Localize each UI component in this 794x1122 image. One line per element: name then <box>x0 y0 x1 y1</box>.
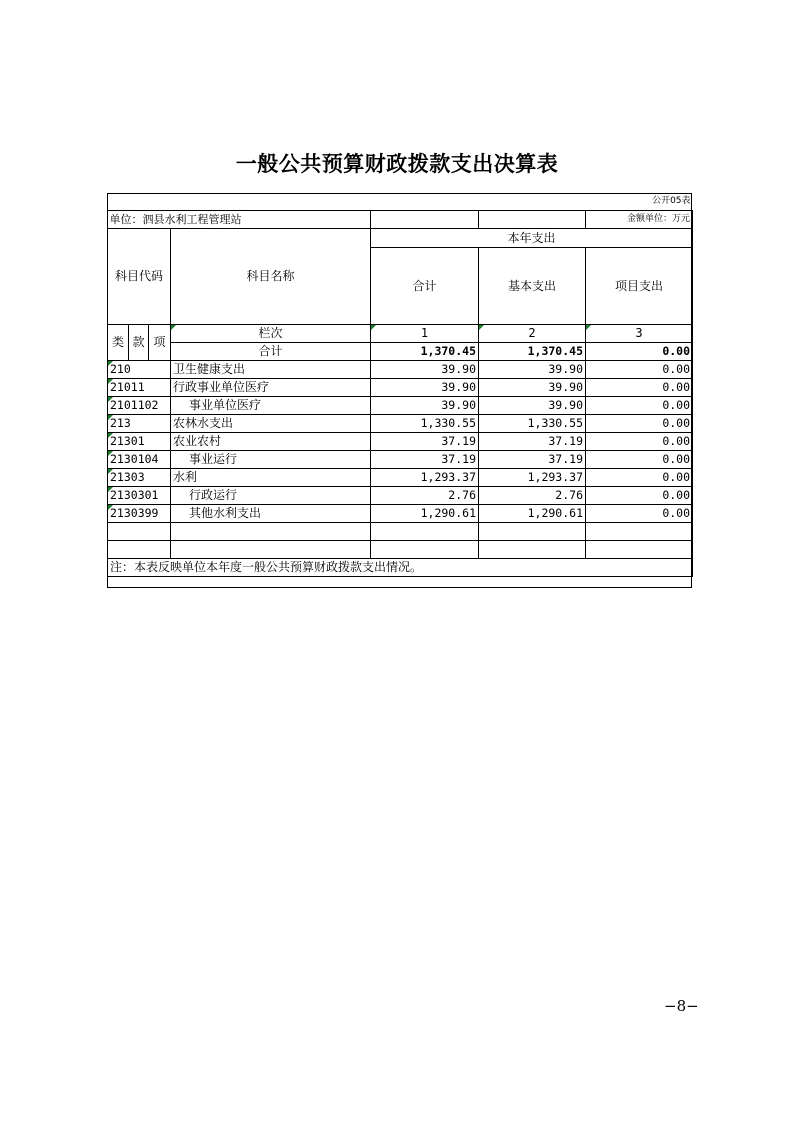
col-index-2: 2 <box>479 325 586 343</box>
row-name: 事业单位医疗 <box>171 397 371 415</box>
table-row <box>108 415 693 433</box>
table-row <box>108 451 693 469</box>
row-project: 0.00 <box>586 397 693 415</box>
lei-header: 类 <box>108 325 129 361</box>
page-number: −8− <box>664 997 699 1015</box>
row-code: 21011 <box>108 379 171 397</box>
row-total: 39.90 <box>371 361 479 379</box>
column-index-row <box>108 325 693 343</box>
project-header: 项目支出 <box>586 248 693 325</box>
table-row <box>108 433 693 451</box>
xiang-header: 项 <box>149 325 171 361</box>
row-name: 卫生健康支出 <box>171 361 371 379</box>
unit-row <box>108 211 693 229</box>
empty-row <box>108 523 693 541</box>
row-basic: 39.90 <box>479 379 586 397</box>
col-index-1: 1 <box>371 325 479 343</box>
empty-cell <box>371 211 479 229</box>
total-basic: 1,370.45 <box>479 343 586 361</box>
page-title: 一般公共预算财政拨款支出决算表 <box>235 152 559 176</box>
row-project: 0.00 <box>586 361 693 379</box>
row-code: 21301 <box>108 433 171 451</box>
kuan-header: 款 <box>129 325 149 361</box>
row-project: 0.00 <box>586 451 693 469</box>
table-row <box>108 397 693 415</box>
row-basic: 39.90 <box>479 361 586 379</box>
table-row <box>108 469 693 487</box>
row-total: 37.19 <box>371 433 479 451</box>
row-basic: 37.19 <box>479 451 586 469</box>
form-code: 公开05表 <box>652 196 691 206</box>
row-basic: 1,290.61 <box>479 505 586 523</box>
row-basic: 2.76 <box>479 487 586 505</box>
amount-unit: 金额单位：万元 <box>586 211 693 229</box>
empty-cell <box>479 211 586 229</box>
row-name: 农林水支出 <box>171 415 371 433</box>
row-total: 39.90 <box>371 379 479 397</box>
row-code: 210 <box>108 361 171 379</box>
row-name: 水利 <box>171 469 371 487</box>
row-project: 0.00 <box>586 487 693 505</box>
row-name: 行政运行 <box>171 487 371 505</box>
current-year-header: 本年支出 <box>371 229 693 248</box>
row-name: 农业农村 <box>171 433 371 451</box>
empty-row <box>108 541 693 559</box>
row-code: 2130104 <box>108 451 171 469</box>
row-total: 37.19 <box>371 451 479 469</box>
table-row <box>108 379 693 397</box>
table-row <box>108 505 693 523</box>
col-index-3: 3 <box>586 325 693 343</box>
table-row <box>108 361 693 379</box>
row-project: 0.00 <box>586 469 693 487</box>
basic-header: 基本支出 <box>479 248 586 325</box>
row-total: 39.90 <box>371 397 479 415</box>
total-row <box>108 343 693 361</box>
row-name: 行政事业单位医疗 <box>171 379 371 397</box>
row-code: 2101102 <box>108 397 171 415</box>
row-total: 2.76 <box>371 487 479 505</box>
row-basic: 37.19 <box>479 433 586 451</box>
row-project: 0.00 <box>586 505 693 523</box>
row-project: 0.00 <box>586 379 693 397</box>
row-code: 2130301 <box>108 487 171 505</box>
row-project: 0.00 <box>586 415 693 433</box>
row-code: 21303 <box>108 469 171 487</box>
total-project: 0.00 <box>586 343 693 361</box>
total-label: 合计 <box>171 343 371 361</box>
row-basic: 1,293.37 <box>479 469 586 487</box>
unit-label: 单位：泗县水利工程管理站 <box>108 211 371 229</box>
row-basic: 1,330.55 <box>479 415 586 433</box>
row-name: 事业运行 <box>171 451 371 469</box>
row-name: 其他水利支出 <box>171 505 371 523</box>
row-basic: 39.90 <box>479 397 586 415</box>
row-total: 1,290.61 <box>371 505 479 523</box>
total-header: 合计 <box>371 248 479 325</box>
subject-code-header: 科目代码 <box>108 229 171 325</box>
table-note: 注：本表反映单位本年度一般公共预算财政拨款支出情况。 <box>108 559 693 577</box>
form-code-row <box>108 193 693 211</box>
row-code: 2130399 <box>108 505 171 523</box>
total-amount: 1,370.45 <box>371 343 479 361</box>
header-row-1 <box>108 229 693 248</box>
row-total: 1,330.55 <box>371 415 479 433</box>
row-project: 0.00 <box>586 433 693 451</box>
expenditure-table <box>107 193 693 577</box>
row-total: 1,293.37 <box>371 469 479 487</box>
table-row <box>108 487 693 505</box>
column-label: 栏次 <box>171 325 371 343</box>
subject-name-header: 科目名称 <box>171 229 371 325</box>
note-row <box>108 559 693 577</box>
row-code: 213 <box>108 415 171 433</box>
